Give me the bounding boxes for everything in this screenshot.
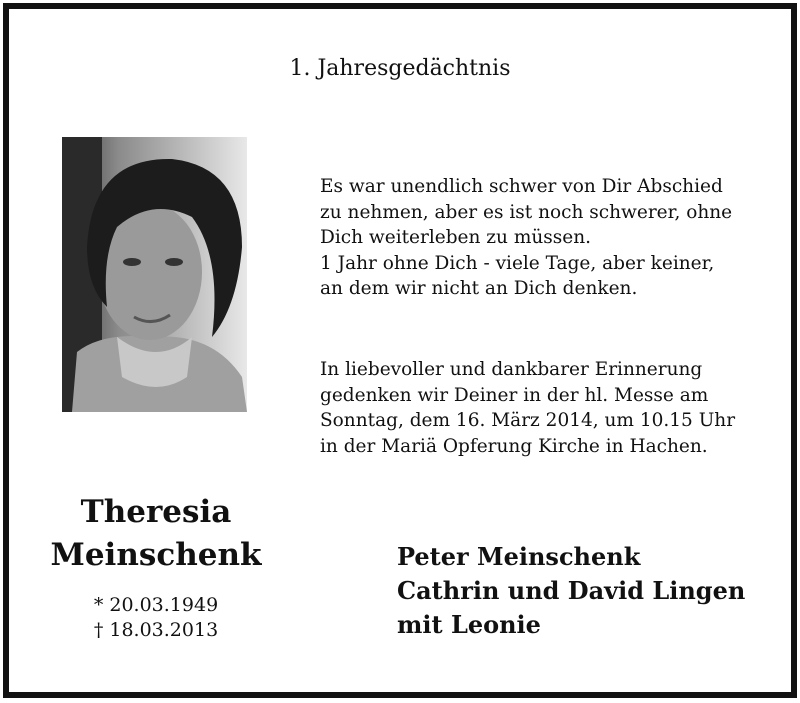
- mourner: Peter Meinschenk: [397, 542, 641, 571]
- text-line: Dich weiterleben zu müssen.: [320, 227, 592, 248]
- text-line: zu nehmen, aber es ist noch schwerer, ohne: [320, 201, 733, 223]
- text-line: 1 Jahr ohne Dich - viele Tage, aber keiner,: [320, 252, 715, 274]
- mourner: mit Leonie: [397, 610, 541, 639]
- life-dates: [40, 593, 272, 643]
- deceased-name: [40, 491, 272, 577]
- text-line: Sonntag, dem 16. März 2014, um 10.15 Uhr: [320, 410, 736, 431]
- notice-title: 1. Jahresgedächtnis: [289, 56, 511, 81]
- mass-announcement: [320, 357, 735, 459]
- mourner: Cathrin und David Lingen: [397, 576, 746, 605]
- last-name: Meinschenk: [50, 537, 262, 573]
- portrait-photo: [62, 137, 247, 412]
- text-line: gedenken wir Deiner in der hl. Messe am: [320, 384, 709, 406]
- text-line: an dem wir nicht an Dich denken.: [320, 278, 638, 299]
- text-line: In liebevoller und dankbarer Erinnerung: [320, 359, 703, 380]
- mourners: [397, 540, 745, 642]
- text-line: in der Mariä Opferung Kirche in Hachen.: [320, 435, 708, 457]
- birth-date: * 20.03.1949: [93, 594, 219, 616]
- first-name: Theresia: [80, 494, 232, 530]
- remembrance-paragraph: [320, 174, 732, 302]
- death-date: † 18.03.2013: [93, 619, 219, 641]
- text-line: Es war unendlich schwer von Dir Abschied: [320, 176, 723, 197]
